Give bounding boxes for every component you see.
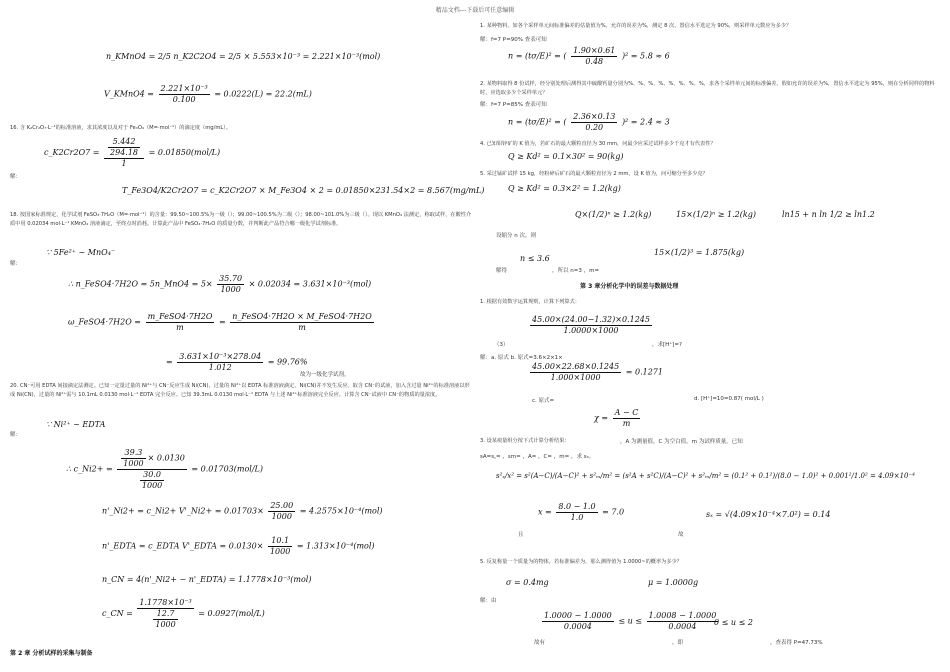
fraction-denominator: m — [298, 323, 306, 332]
fraction-denominator: 0.0004 — [563, 622, 592, 631]
fraction — [571, 112, 617, 133]
fraction-numerator: 1.1778×10⁻³ — [139, 598, 192, 607]
eq-result: = 4.2575×10⁻⁴(mol) — [299, 506, 383, 516]
equation-n-ni — [102, 501, 383, 522]
fraction-numerator — [117, 448, 187, 470]
eq-label: n'_EDTA = c_EDTA V'_EDTA = 0.0130× — [102, 541, 264, 551]
answer-d: d. [H⁺]=10=0.87( mol/L ) — [694, 396, 764, 402]
question-3-3-note: ，A 为测量值，C 为空白值，m 为试样质量。已知 — [620, 439, 743, 445]
fraction-denominator: 1.0000×1000 — [563, 326, 619, 335]
fraction-denominator: 0.48 — [585, 57, 604, 66]
fraction — [117, 448, 187, 491]
eq-result: = 0.1271 — [625, 367, 663, 377]
equation-15-half-n: 15×(1/2)ⁿ ≥ 1.2(kg) — [676, 210, 756, 219]
fraction-denominator: m — [622, 419, 631, 428]
equation-v-kmno4 — [104, 84, 312, 105]
fraction — [268, 501, 295, 522]
equation-n-edta — [102, 536, 375, 557]
fraction-numerator: 3.631×10⁻³×278.04 — [179, 352, 262, 361]
fraction-numerator: 2.36×0.13 — [573, 112, 616, 121]
fraction-numerator: m_FeSO4·7H2O — [147, 312, 213, 321]
equation-c-ni — [66, 448, 263, 491]
fraction — [146, 312, 215, 333]
eq-label: ω_FeSO4·7H2O = — [68, 317, 142, 327]
fraction — [268, 536, 292, 557]
question-3-5: 5. 反复称量一个质量为的物体，若标准偏差为，那么测得值为 1.0000~的概率为多少？ — [480, 559, 682, 565]
fraction-denominator: 1000 — [141, 481, 163, 490]
solution-note: ，所以 n=3 ，m= — [552, 268, 600, 274]
fraction-denominator: 0.0004 — [668, 622, 697, 631]
question-5: 5. 采过锰矿试样 15 kg，经粉碎后矿石的最大颗粒直径为 2 mm，设 K 值为，问可缩分至多少克？ — [480, 171, 708, 177]
conclusion-text: 故为一级化学试剂。 — [300, 372, 350, 378]
chapter-3-heading: 第 3 章分析化学中的误差与数据处理 — [580, 283, 679, 290]
fraction-numerator: 1.0008 − 1.0000 — [648, 611, 717, 620]
eq-result: = 0.0222(L) = 22.2(mL) — [214, 89, 312, 99]
fraction-denominator: 1000 — [271, 512, 292, 521]
fraction-denominator: m — [176, 323, 184, 332]
question-1: 1. 某种物料，如各个采样单元间标准偏差的估量值为%，允许的误差为%，测定 8 次，置信水平选定为 90%，则采样单元数应为多少？ — [480, 23, 792, 29]
answer-c: c. 原式= — [532, 398, 555, 404]
eq-label: ∴ n_FeSO4·7H2O = 5n_MnO4 = 5× — [68, 279, 213, 289]
eq-label: n = (tσ/E)² = ( — [508, 51, 567, 61]
that-is-label: ，即 — [672, 640, 684, 646]
fraction — [556, 502, 597, 523]
fraction-denominator — [137, 609, 193, 630]
eq-label: n = (tσ/E)² = ( — [508, 117, 567, 127]
answer-label: 解： — [10, 261, 22, 267]
eq-result: = 0.01703(mol/L) — [191, 464, 263, 474]
solution-label: 解得 — [496, 268, 508, 274]
question-18: 18. 按国家标准规定，化学试剂 FeSO₄·7H₂O（M=·mol⁻¹）的含量：99.50~100.5%为一级（）；99.00~100.5%为二级（）；98.00~101.0%为三级（）。现以 KMnO₄ 法测定，称取试样，在酸性介质中用 0.02034 mol·L⁻¹ KMnO₄ 溶液滴定，至终点时消耗。计算此产品中 FeSO₄·7H₂O 的质量分数，并判断此产品符合哪一级化学试剂标准。 — [10, 212, 472, 227]
fraction — [542, 611, 614, 632]
fraction — [647, 611, 719, 632]
answer-note: 解：a. 原式 b. 原式=3.6×2×1× — [480, 355, 563, 361]
question-3-1: 1. 根据有效数字运算规则，计算下列算式： — [480, 299, 580, 305]
fraction — [530, 362, 621, 383]
equation-c-k2cr2o7 — [44, 137, 220, 169]
fraction-numerator: n_FeSO4·7H2O × M_FeSO4·7H2O — [232, 312, 372, 321]
fraction-numerator: 45.00×22.68×0.1245 — [532, 362, 620, 371]
fraction — [177, 352, 263, 373]
equation-sigma: σ = 0.4mg — [506, 578, 549, 587]
eq-result: = 99.76% — [267, 357, 308, 367]
equation-ni-edta: ∵ Ni²⁺ ~ EDTA — [46, 420, 106, 429]
fraction-numerator: 30.0 — [140, 470, 164, 481]
inner-fraction — [153, 609, 177, 630]
eq-label: V_KMnO4 = — [104, 89, 154, 99]
fraction-denominator: 1 — [121, 159, 127, 168]
therefore-label: 故有 — [534, 640, 546, 646]
fraction — [217, 274, 244, 295]
fraction-denominator: 1.0 — [570, 513, 584, 522]
fraction-numerator: A − C — [614, 408, 639, 417]
eq-result: )² = 5.8 ≈ 6 — [621, 51, 670, 61]
answer-note: 解：f=7 P=85% 查表可知 — [480, 102, 547, 108]
answer-note: 解：由 — [480, 598, 497, 604]
item-number: （3） — [494, 342, 509, 348]
fraction-denominator — [117, 470, 187, 491]
page-header: 精品文档---下载后可任意编辑 — [435, 7, 515, 14]
fraction — [137, 598, 193, 630]
conjunction-label: 且 — [518, 532, 524, 538]
equation-sx-value: sₓ = √(4.09×10⁻⁴×7.0²) = 0.14 — [706, 510, 831, 519]
fraction — [571, 46, 617, 67]
equation-stoichiometry: ∵ 5Fe²⁺ ~ MnO₄⁻ — [46, 248, 116, 257]
equation-titer: T_Fe3O4/K2Cr2O7 = c_K2Cr2O7 × M_Fe3O4 × 2 = 0.01850×231.54×2 = 8.567(mg/mL) — [122, 186, 485, 195]
inner-fraction — [140, 470, 164, 491]
eq-term: ≤ u ≤ — [618, 616, 642, 626]
fraction — [230, 312, 374, 333]
equation-q-half-n: Q×(1/2)ⁿ ≥ 1.2(kg) — [575, 210, 652, 219]
fraction-numerator: 45.00×(24.00−1.32)×0.1245 — [532, 315, 650, 324]
fraction-numerator: 1.0000 − 1.0000 — [544, 611, 612, 620]
equation-n-cn: n_CN = 4(n'_Ni2+ − n'_EDTA) = 1.1778×10⁻³(mol) — [102, 575, 312, 584]
answer-label: 解： — [10, 432, 22, 438]
equation-n-bound: n ≤ 3.6 — [520, 254, 550, 263]
equation-result-percent: = $\frac{\text{3.631×10⁻³×278.04}}{1.012}$ = 99.76% — [166, 352, 308, 372]
eq-result: = 0.0927(mol/L) — [198, 609, 265, 618]
reduction-note: 设缩分 n 次，则 — [496, 233, 536, 239]
eq-label: n'_Ni2+ = c_Ni2+ V'_Ni2+ = 0.01703× — [102, 506, 264, 516]
fraction-denominator: 0.20 — [585, 123, 604, 132]
fraction — [104, 137, 144, 169]
fraction — [159, 84, 210, 105]
eq-result: × 0.02034 = 3.631×10⁻³(mol) — [248, 279, 372, 289]
equation-u-range — [540, 611, 720, 632]
fraction-numerator: 10.1 — [268, 536, 292, 547]
question-16: 16. 含 K₂Cr₂O₇·L⁻¹的标准溶液，求其浓度以及对于 Fe₃O₄（M=·mol⁻¹）的滴定度（mg/mL）。 — [10, 125, 232, 131]
fraction-denominator: 1000 — [155, 620, 176, 629]
question-20: 20. CN⁻可用 EDTA 间接滴定法测定。已知一定量过量的 Ni²⁺与 CN⁻反应生成 Ni(CN)，过量的 Ni²⁺以 EDTA 标准溶液滴定，Ni(CN)并不发生反应。取含 CN⁻的试液，加入含过量 Ni²⁺的标准溶液以形成 Ni(CN)，过量的 Ni²⁺需与 10.1mL 0.0130 mol·L⁻¹ EDTA 完全反应。已知 39.3mL 0.0130 mol·L⁻¹ EDTA 与上述 Ni²⁺标准溶液完全反应。计算含 CN⁻试液中 CN⁻的物质的量浓度。 — [10, 383, 470, 398]
equation-n-feso4 — [68, 274, 371, 295]
eq-result: )² = 2.4 ≈ 3 — [621, 117, 670, 127]
fraction-denominator: 1.012 — [208, 363, 232, 372]
inner-fraction — [121, 448, 145, 469]
question-3-3-given: sA=s꜀= ，sm= ，A= ，C= ，m= ，求 sₓ。 — [480, 454, 595, 460]
fraction — [530, 315, 652, 336]
fraction-denominator: 1000 — [220, 285, 241, 294]
eq-label: χ = — [594, 413, 609, 423]
fraction-numerator: 5.442 — [108, 137, 140, 148]
fraction — [613, 408, 641, 429]
fraction-numerator — [104, 137, 144, 159]
equation-x-value — [538, 502, 624, 523]
equation-n-kmno4: n_KMnO4 = 2/5 n_K2C2O4 = 2/5 × 5.553×10⁻³ = 2.221×10⁻³(mol) — [106, 52, 381, 61]
fraction-numerator: 35.70 — [219, 274, 243, 283]
equation-chi — [594, 408, 642, 429]
equation-u-bounds: 0 ≤ u ≤ 2 — [714, 618, 753, 627]
fraction-denominator: 1.000×1000 — [550, 373, 601, 382]
equation-sample-units-1 — [508, 46, 670, 67]
eq-label: c_K2Cr2O7 = — [44, 148, 100, 157]
equation-mu: μ = 1.0000g — [648, 578, 699, 587]
inner-fraction — [108, 137, 140, 158]
equation-mass-fraction: ω_FeSO4·7H2O = $\frac{\text{m\_FeSO4·7H2O}}{m}$ = $\frac{\text{n\_FeSO4·7H2O × M\_FeSO4·7H2O}}{m}$ — [68, 312, 372, 332]
eq-label: ∴ c_Ni2+ = — [66, 464, 113, 474]
equation-c-cn — [102, 598, 265, 630]
item-note: ，求[H⁺]=? — [652, 342, 682, 348]
question-4: 4. 已知铅锌矿的 K 值为，若矿石的最大颗粒直径为 30 mm，问最少应采过试样多少千克才有代表性？ — [480, 141, 716, 147]
equation-sig-figs — [528, 315, 654, 336]
equation-final-mass: 15×(1/2)³ = 1.875(kg) — [654, 248, 745, 257]
eq-result: = 0.01850(mol/L) — [148, 148, 221, 157]
eq-result: = 1.313×10⁻⁴(mol) — [296, 541, 375, 551]
eq-label: x = — [538, 507, 552, 517]
question-2: 2. 某物料取得 8 份试样，经分别处理后测得其中硫酸钙量分别为%、%、%、%、%、%、%、%，求各个采样单元间的标准偏差。假如允许的误差为%，置信水平选定为 95%，则在分析同样的物料时，应选取多少个采样单元？ — [480, 81, 935, 96]
answer-note: 解：f=7 P=90% 查表可知 — [480, 37, 547, 43]
equation-min-sample: Q ≥ Kd² = 0.1×30² = 90(kg) — [508, 152, 624, 161]
answer-label: 解： — [10, 174, 22, 180]
fraction-numerator: 25.00 — [270, 501, 294, 510]
fraction-numerator: 12.7 — [153, 609, 177, 620]
question-3-3: 3. 设某痕量组分按下式计算分析结果： — [480, 438, 570, 444]
fraction-denominator: 294.18 — [110, 148, 139, 157]
equation-ln: ln15 + n ln 1/2 ≥ ln1.2 — [782, 210, 875, 219]
fraction-numerator: 2.221×10⁻³ — [160, 84, 208, 93]
probability-result: ，查表得 P=47.73% — [770, 640, 823, 646]
equation-sample-units-2 — [508, 112, 670, 133]
fraction-denominator: 0.100 — [172, 95, 196, 104]
fraction-numerator: 39.3 — [121, 448, 145, 459]
fraction-denominator: 1000 — [269, 547, 291, 556]
equation-reduce-sample: Q ≥ Kd² = 0.3×2² = 1.2(kg) — [508, 184, 621, 193]
equation-result-b — [528, 362, 663, 383]
chapter-2-heading: 第 2 章 分析试样的采集与制备 — [10, 650, 93, 657]
eq-term: × 0.0130 — [147, 453, 185, 463]
therefore-label: 故 — [678, 532, 684, 538]
equation-error-propagation: s²ₓ/x² = s²(A−C)/(A−C)² + s²ₘ/m² = (s²A + s²C)/(A−C)² + s²ₘ/m² = (0.1² + 0.1²)/(8.0 − 1.0)² + 0.001²/1.0² = 4.09×10⁻⁴ — [496, 472, 915, 480]
fraction-numerator: 8.0 − 1.0 — [558, 502, 596, 511]
fraction-numerator: 1.90×0.61 — [573, 46, 616, 55]
fraction-denominator: 1000 — [123, 459, 144, 468]
eq-result: = 7.0 — [602, 507, 625, 517]
eq-label: c_CN = — [102, 609, 133, 618]
